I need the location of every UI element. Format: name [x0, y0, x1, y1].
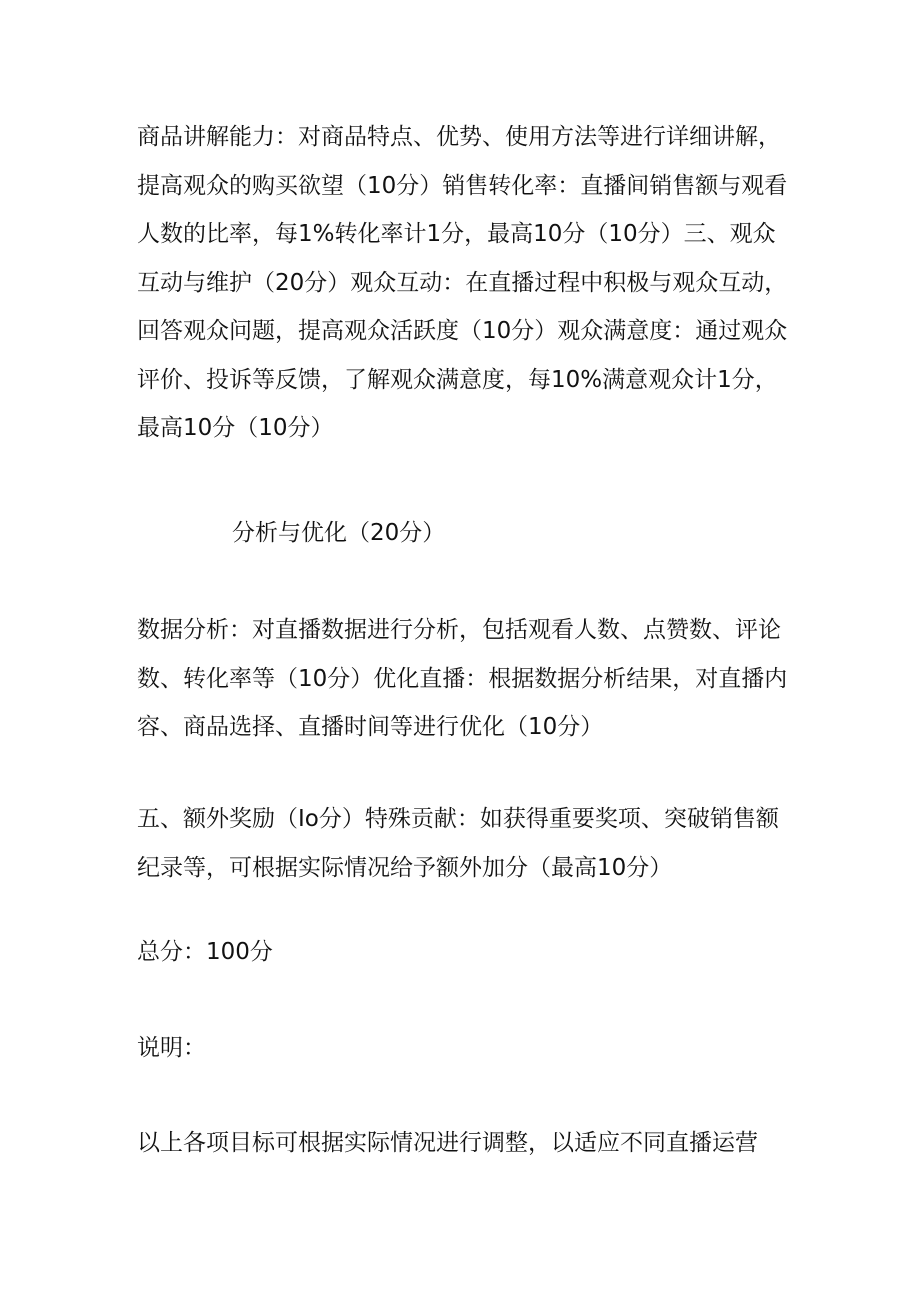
paragraph-extra-reward: 五、额外奖励（Io分）特殊贡献：如获得重要奖项、突破销售额纪录等，可根据实际情况给予额外加分（最高10分）: [137, 806, 779, 881]
paragraph-note-label: 说明：: [137, 1035, 206, 1061]
paragraph-data-analysis: 数据分析：对直播数据进行分析，包括观看人数、点赞数、评论数、转化率等（10分）优化直播：根据数据分析结果，对直播内容、商品选择、直播时间等进行优化（10分）: [137, 617, 788, 740]
paragraph-note-text: 以上各项目标可根据实际情况进行调整，以适应不同直播运营: [137, 1130, 758, 1156]
paragraph-scoring-items: 商品讲解能力：对商品特点、优势、使用方法等进行详细讲解，提高观众的购买欲望（10分）销售转化率：直播间销售额与观看人数的比率，每1%转化率计1分，最高10分（10分）三、观众互动与维护（20分）观众互动：在直播过程中积极与观众互动，回答观众问题，提高观众活跃度（10分）观众满意度：通过观众评价、投诉等反馈，了解观众满意度，每10%满意观众计1分，最高10分（10分）: [137, 124, 788, 441]
section-heading-analysis: 分析与优化（20分）: [232, 520, 446, 546]
paragraph-total-score: 总分：100分: [137, 939, 273, 965]
